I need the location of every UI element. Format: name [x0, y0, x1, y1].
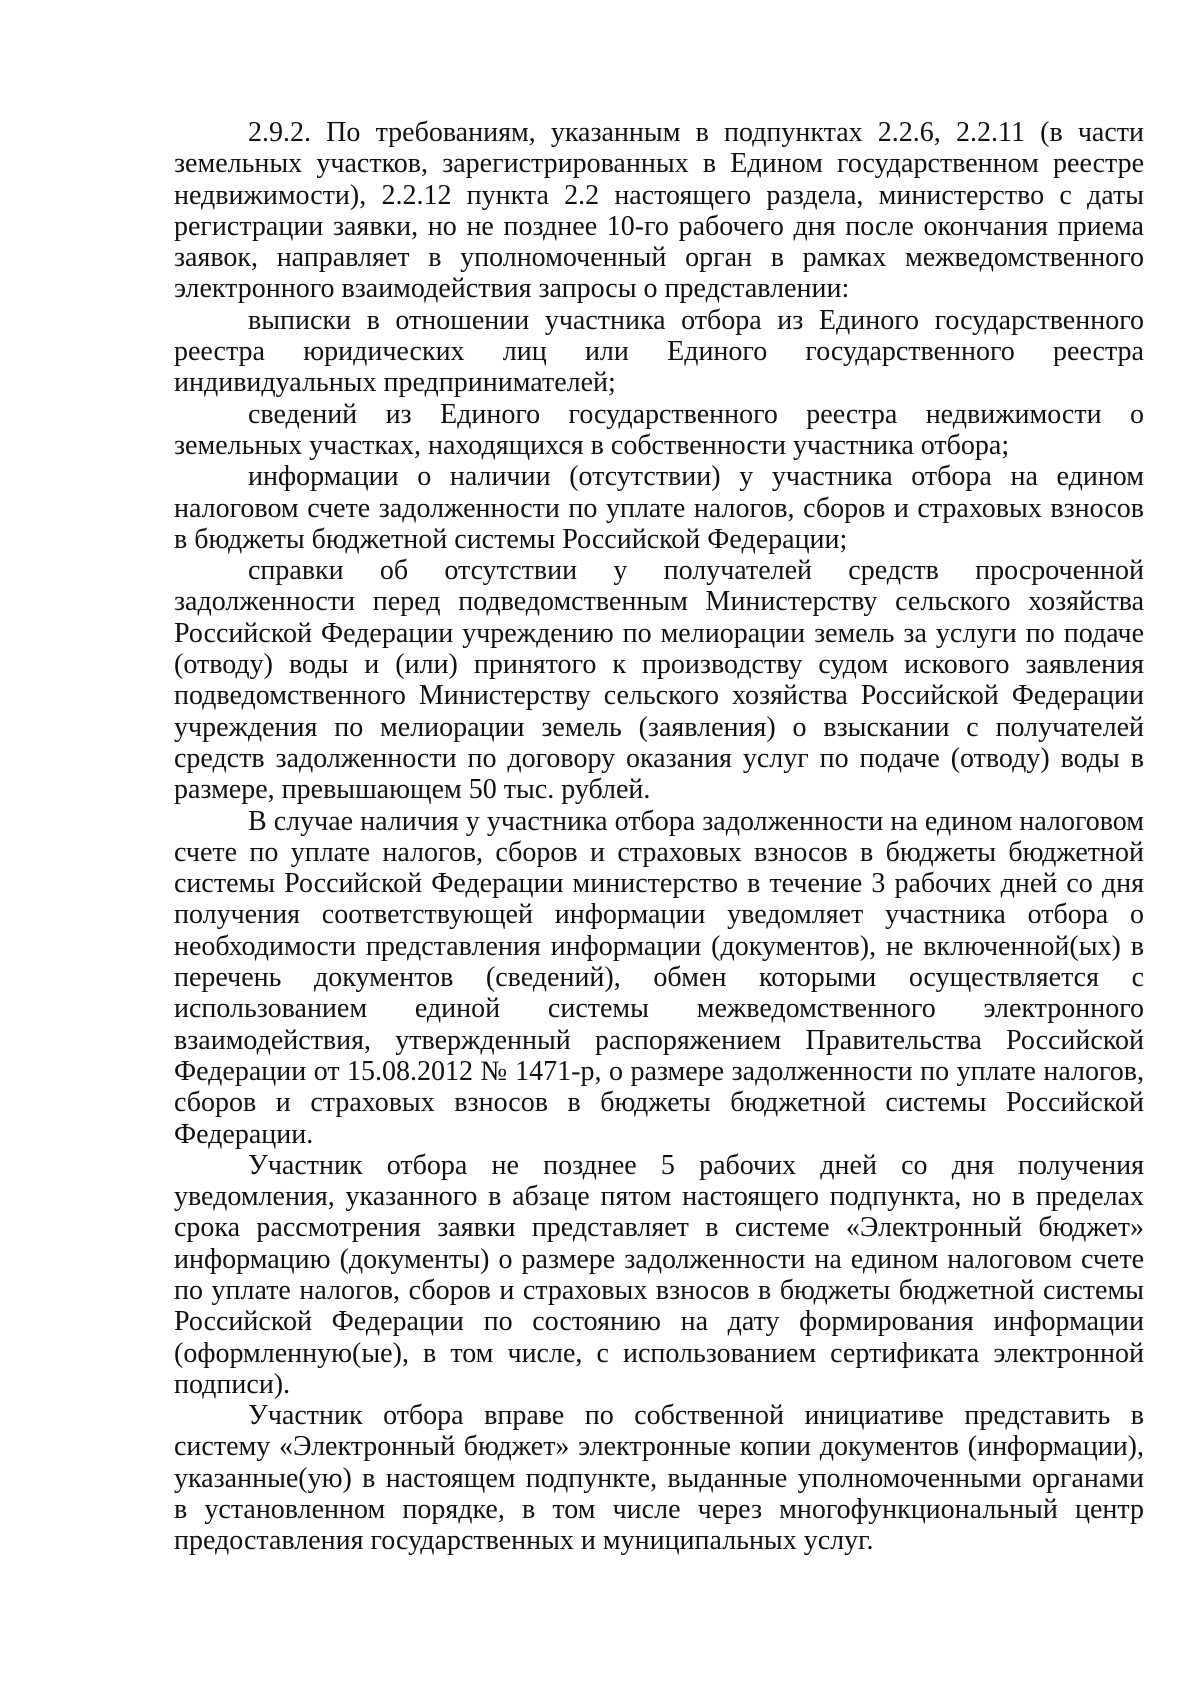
paragraph-2-9-2-intro: 2.9.2. По требованиям, указанным в подпунктах 2.2.6, 2.2.11 (в части земельных участков, зарегистрированных в Едином государственном реестре недвижимости), 2.2.12 пункта 2.2 настоящего раздела, министерство с даты регистрации заявки, но не позднее 10-го рабочего дня после окончания приема заявок, направляет в уполномоченный орган в рамках межведомственного электронного взаимодействия запросы о представлении:	[174, 117, 1144, 305]
paragraph-own-initiative: Участник отбора вправе по собственной инициативе представить в систему «Электронный бюджет» электронные копии документов (информации), указанные(ую) в настоящем подпункте, выданные уполномоченными органами в установленном порядке, в том числе через многофункциональный центр предоставления государственных и муниципальных услуг.	[174, 1400, 1144, 1557]
paragraph-tax-debt-info: информации о наличии (отсутствии) у участника отбора на едином налоговом счете задолженности по уплате налогов, сборов и страховых взносов в бюджеты бюджетной системы Российской Федерации;	[174, 461, 1144, 555]
paragraph-participant-submission: Участник отбора не позднее 5 рабочих дней со дня получения уведомления, указанного в абзаце пятом настоящего подпункта, но в пределах срока рассмотрения заявки представляет в системе «Электронный бюджет» информацию (документы) о размере задолженности на едином налоговом счете по уплате налогов, сборов и страховых взносов в бюджеты бюджетной системы Российской Федерации по состоянию на дату формирования информации (оформленную(ые), в том числе, с использованием сертификата электронной подписи).	[174, 1149, 1144, 1400]
paragraph-egrul-extract: выписки в отношении участника отбора из Единого государственного реестра юридических лиц или Единого государственного реестра индивидуальных предпринимателей;	[174, 304, 1144, 399]
paragraph-melioration-certificate: справки об отсутствии у получателей средств просроченной задолженности перед подведомственным Министерству сельского хозяйства Российской Федерации учреждению по мелиорации земель за услуги по подаче (отводу) воды и (или) принятого к производству судом искового заявления подведомственного Министерству сельского хозяйства Российской Федерации учреждения по мелиорации земель (заявления) о взыскании с получателей средств задолженности по договору оказания услуг по подаче (отводу) воды в размере, превышающем 50 тыс. рублей.	[174, 555, 1144, 806]
paragraph-debt-notification: В случае наличия у участника отбора задолженности на едином налоговом счете по уплате налогов, сборов и страховых взносов в бюджеты бюджетной системы Российской Федерации министерство в течение 3 рабочих дней со дня получения соответствующей информации уведомляет участника отбора о необходимости представления информации (документов), не включенной(ых) в перечень документов (сведений), обмен которыми осуществляется с использованием единой системы межведомственного электронного взаимодействия, утвержденный распоряжением Правительства Российской Федерации от 15.08.2012 № 1471-р, о размере задолженности по уплате налогов, сборов и страховых взносов в бюджеты бюджетной системы Российской Федерации.	[174, 805, 1144, 1150]
paragraph-egrn-info: сведений из Единого государственного реестра недвижимости о земельных участках, находящихся в собственности участника отбора;	[174, 398, 1144, 461]
document-page	[174, 117, 1144, 1557]
